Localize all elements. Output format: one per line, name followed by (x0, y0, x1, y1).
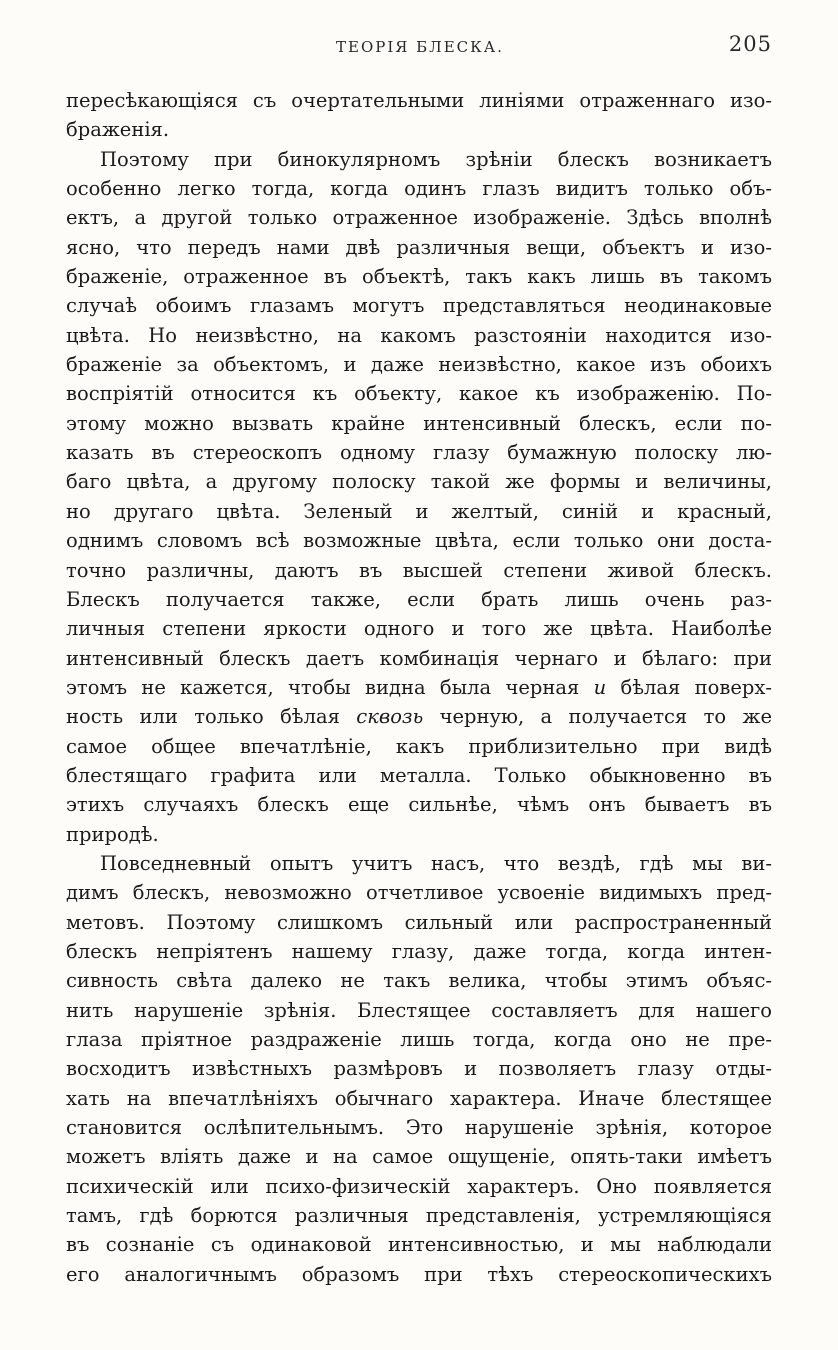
text-line (66, 702, 772, 731)
body-text (66, 86, 772, 1289)
text-line: интенсивный блескъ даетъ комбинація чернаго и бѣлаго: при (66, 646, 772, 670)
text-line: браженія. (66, 118, 170, 142)
text-line: тамъ, гдѣ борются различныя представленія, устремляющіяся (66, 1204, 772, 1228)
text-line: но другаго цвѣта. Зеленый и желтый, синій и красный, (66, 499, 772, 523)
text-line: этихъ случаяхъ блескъ еще сильнѣе, чѣмъ онъ бываетъ въ (66, 793, 772, 817)
text-line: Повседневный опытъ учитъ насъ, что вездѣ, гдѣ мы ви- (100, 851, 772, 875)
page-header (66, 28, 772, 68)
running-title: ТЕОРІЯ БЛЕСКА. (336, 38, 504, 56)
text-line: блескъ непріятенъ нашему глазу, даже тогда, когда интен- (66, 939, 772, 963)
text-fragment: бѣлая поверх- (606, 675, 772, 699)
text-line: ясно, что передъ нами двѣ различныя вещи, объектъ и изо- (66, 235, 772, 259)
text-line: пересѣкающіяся съ очертательными линіями отраженнаго изо- (66, 89, 772, 112)
text-line: глаза пріятное раздраженіе лишь тогда, когда оно не пре- (66, 1028, 772, 1051)
text-line: казать въ стереоскопъ одному глазу бумажную полоску лю- (66, 441, 772, 465)
text-line: самое общее впечатлѣніе, какъ приблизительно при видѣ (66, 734, 772, 758)
text-line: ектъ, а другой только отраженное изображеніе. Здѣсь вполнѣ (66, 206, 772, 230)
text-line: случаѣ обоимъ глазамъ могутъ представляться неодинаковые (66, 294, 772, 318)
text-line: Поэтому при бинокулярномъ зрѣніи блескъ возникаетъ (100, 147, 772, 171)
text-line: воспріятій относится къ объекту, какое къ изображенію. По- (66, 382, 772, 406)
text-line: особенно легко тогда, когда одинъ глазъ видитъ только объ- (66, 177, 772, 201)
text-line: становится ослѣпительнымъ. Это нарушеніе зрѣнія, которое (66, 1116, 772, 1140)
text-line: браженіе, отраженное въ объектѣ, такъ какъ лишь въ такомъ (66, 265, 772, 289)
text-line: метовъ. Поэтому слишкомъ сильный или распространенный (66, 910, 772, 934)
text-line: блестящаго графита или металла. Только обыкновенно въ (66, 763, 772, 787)
text-line: личныя степени яркости одного и того же цвѣта. Наиболѣе (66, 617, 772, 641)
text-line: димъ блескъ, невозможно отчетливое усвоеніе видимыхъ пред- (66, 881, 772, 905)
text-line: однимъ словомъ всѣ возможные цвѣта, если только они доста- (66, 529, 772, 553)
text-line: цвѣта. Но неизвѣстно, на какомъ разстояніи находится изо- (66, 323, 772, 347)
text-line: можетъ влiять даже и на самое ощущеніе, опять-таки имѣетъ (66, 1145, 772, 1169)
emphasized-word: сквозь (356, 705, 424, 729)
text-line (66, 673, 772, 702)
text-line: сивность свѣта далеко не такъ велика, чтобы этимъ объяс- (66, 969, 772, 993)
text-line: браженіе за объектомъ, и даже неизвѣстно, какое изъ обоихъ (66, 353, 772, 377)
text-fragment: ность или только бѣлая (66, 705, 357, 729)
emphasized-word: и (593, 675, 607, 699)
text-line: восходитъ извѣстныхъ размѣровъ и позволяетъ глазу отды- (66, 1057, 772, 1081)
text-line: въ сознаніе съ одинаковой интенсивностью, и мы наблюдали (66, 1233, 772, 1257)
text-line: точно различны, даютъ въ высшей степени живой блескъ. (66, 558, 772, 582)
text-line: его аналогичнымъ образомъ при тѣхъ стереоскопическихъ (66, 1262, 772, 1286)
text-line: хать на впечатлѣніяхъ обычнаго характера. Иначе блестящее (66, 1086, 772, 1110)
text-line: психическій или психо-физическій характеръ. Оно появляется (66, 1174, 772, 1198)
text-fragment: черную, а получается то же (423, 705, 773, 729)
text-fragment: этомъ не кажется, чтобы видна была черная (66, 675, 594, 699)
page-number: 205 (728, 32, 772, 56)
text-line: природѣ. (66, 822, 159, 846)
text-line: этому можно вызвать крайне интенсивный блескъ, если по- (66, 411, 772, 435)
text-line: баго цвѣта, а другому полоску такой же формы и величины, (66, 470, 772, 494)
text-line: Блескъ получается также, если брать лишь очень раз- (66, 587, 772, 611)
text-line: нить нарушеніе зрѣнія. Блестящее составляетъ для нашего (66, 998, 772, 1022)
